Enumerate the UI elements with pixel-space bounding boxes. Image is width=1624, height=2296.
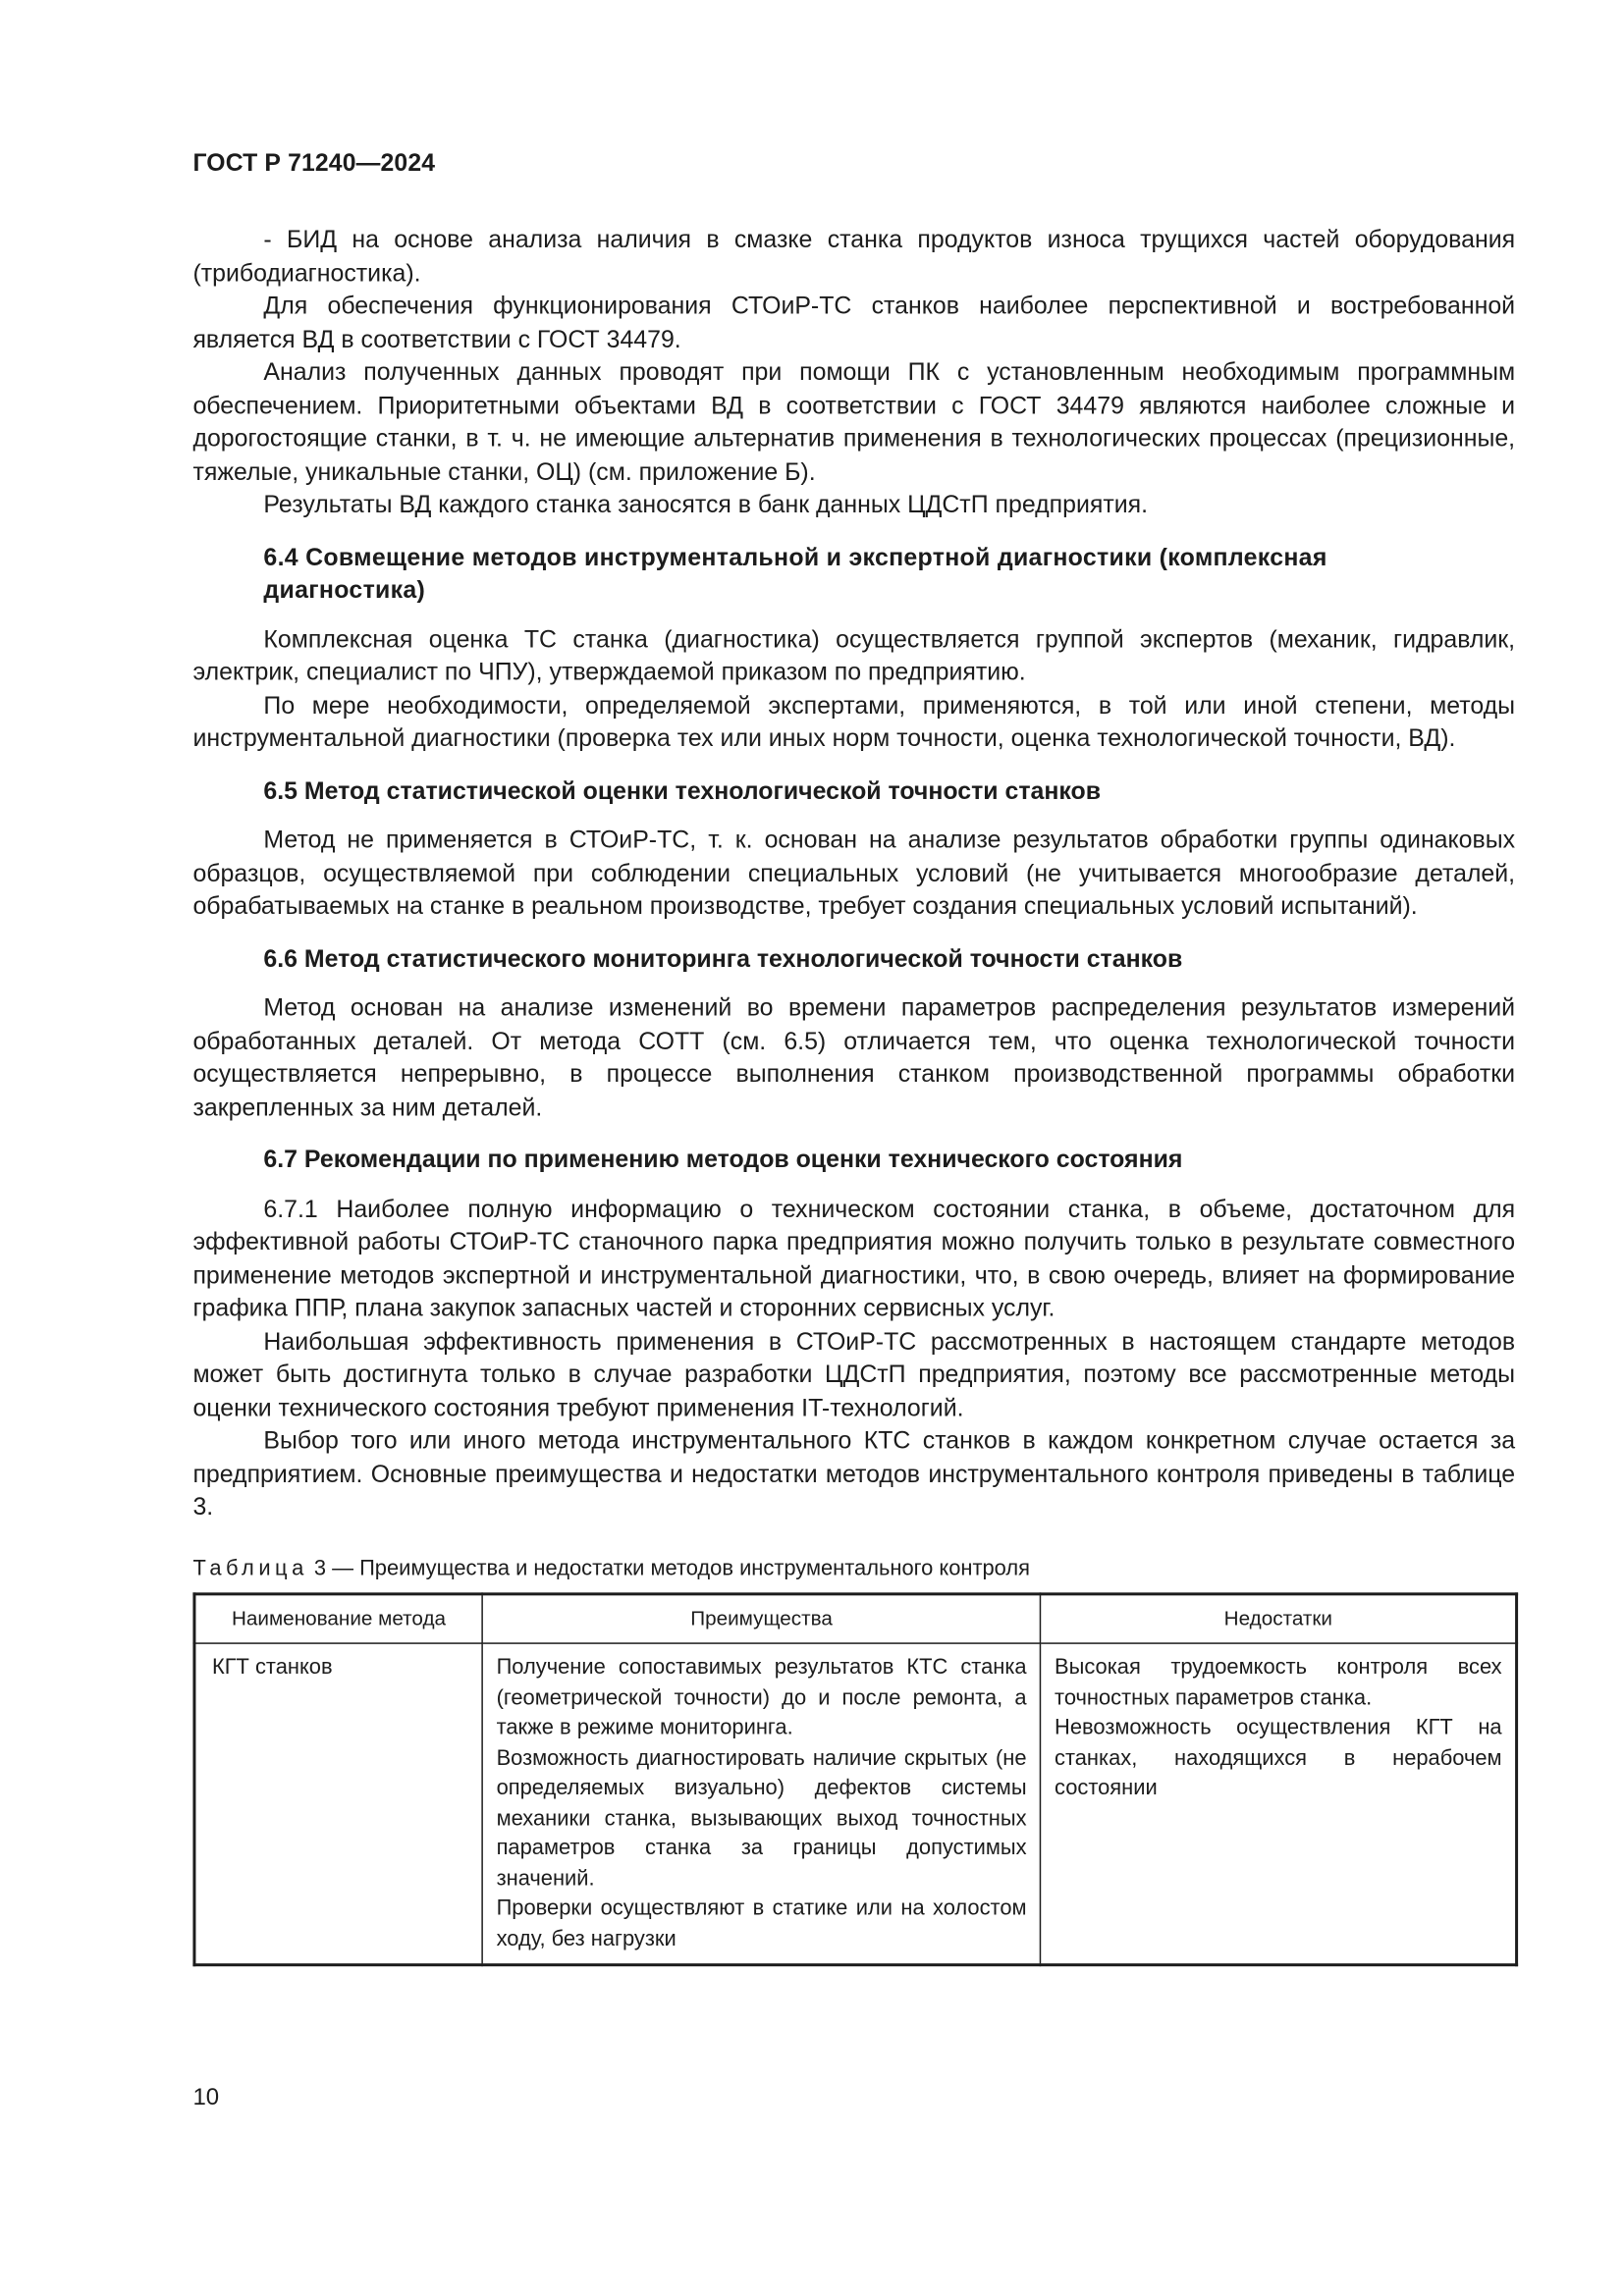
column-header-method: Наименование метода xyxy=(194,1594,482,1643)
paragraph: 6.7.1 Наиболее полную информацию о техническом состоянии станка, в объеме, достаточном для эффективной работы СТОиР-ТС станочного парка предприятия можно получить только в результате совместного применение методов экспертной и инструментальной диагностики, что, в свою очередь, влияет на формирование графика ППР, плана закупок запасных частей и сторонних сервисных услуг. xyxy=(192,1194,1516,1322)
page-number: 10 xyxy=(192,2085,220,2111)
paragraph: Анализ полученных данных проводят при помощи ПК с установленным необходимым программным обеспечением. Приоритетными объектами ВД в соответствии с ГОСТ 34479 являются наиболее сложные и дорогостоящие станки, в т. ч. не имеющие альтернатив применения в технологических процессах (прецизионные, тяжелые, уникальные станки, ОЦ) (см. приложение Б). xyxy=(192,357,1516,486)
column-header-disadvantages: Недостатки xyxy=(1041,1594,1517,1643)
section-heading-6-7: 6.7 Рекомендации по применению методов оценки технического состояния xyxy=(263,1145,1183,1174)
page-content xyxy=(192,224,1515,1966)
cell-advantages xyxy=(482,1643,1040,1965)
cell-text: Возможность диагностировать наличие скрытых (не определяемых визуально) дефектов системы механики станка, вызывающих выход точностных параметров станка за границы допустимых значений. xyxy=(496,1746,1027,1891)
cell-text: Получение сопоставимых результатов КТС станка (геометрической точности) до и после ремонта, а также в режиме мониторинга. xyxy=(496,1655,1027,1740)
paragraph: Комплексная оценка ТС станка (диагностика) осуществляется группой экспертов (механик, гидравлик, электрик, специалист по ЧПУ), утверждаемой приказом по предприятию. xyxy=(192,624,1516,686)
section-heading-6-4 xyxy=(192,541,1515,607)
document-header: ГОСТ Р 71240—2024 xyxy=(192,149,436,177)
paragraph: Результаты ВД каждого станка заносятся в банк данных ЦДСтП предприятия. xyxy=(263,490,1149,518)
paragraph: - БИД на основе анализа наличия в смазке станка продуктов износа трущихся частей оборудования (трибодиагностика). xyxy=(192,225,1516,287)
cell-text: Проверки осуществляют в статике или на холостом ходу, без нагрузки xyxy=(496,1896,1027,1951)
paragraph: Метод не применяется в СТОиР-ТС, т. к. основан на анализе результатов обработки группы одинаковых образцов, осуществляемой при соблюдении специальных условий (не учитывается многообразие деталей, обрабатываемых на станке в реальном производстве, требует создания специальных условий испытаний). xyxy=(192,826,1516,921)
heading-line: 6.4 Совмещение методов инструментальной и экспертной диагностики (комплексная xyxy=(263,542,1327,571)
paragraph: Наибольшая эффективность применения в СТОиР-ТС рассмотренных в настоящем стандарте методов может быть достигнута только в случае разработки ЦДСтП предприятия, поэтому все рассмотренные методы оценки технического состояния требуют применения IT-технологий. xyxy=(192,1326,1516,1421)
paragraph: Метод основан на анализе изменений во времени параметров распределения результатов измерений обработанных деталей. От метода СОТТ (см. 6.5) отличается тем, что оценка технологической точности осуществляется непрерывно, в процессе выполнения станком производственной программы обработки закрепленных за ним деталей. xyxy=(192,993,1516,1121)
table-header-row xyxy=(194,1594,1517,1643)
column-header-advantages: Преимущества xyxy=(482,1594,1040,1643)
paragraph: По мере необходимости, определяемой экспертами, применяются, в той или иной степени, методы инструментальной диагностики (проверка тех или иных норм точности, оценка технологической точности, ВД). xyxy=(192,690,1516,753)
paragraph: Выбор того или иного метода инструментального КТС станков в каждом конкретном случае остается за предприятием. Основные преимущества и недостатки методов инструментального контроля приведены в таблице 3. xyxy=(192,1425,1516,1521)
cell-text: Высокая трудоемкость контроля всех точностных параметров станка. xyxy=(1055,1655,1502,1710)
table-caption-text: 3 — Преимущества и недостатки методов инструментального контроля xyxy=(307,1556,1030,1580)
cell-disadvantages xyxy=(1041,1643,1517,1965)
cell-method: КГТ станков xyxy=(194,1643,482,1965)
cell-text: Невозможность осуществления КГТ на станках, находящихся в нерабочем состоянии xyxy=(1055,1716,1502,1800)
table-row xyxy=(194,1643,1517,1965)
methods-table xyxy=(192,1592,1518,1966)
table-caption-label: Таблица xyxy=(192,1556,308,1580)
table-caption xyxy=(192,1552,1515,1585)
section-heading-6-6: 6.6 Метод статистического мониторинга технологической точности станков xyxy=(263,943,1183,973)
heading-line: диагностика) xyxy=(263,575,426,604)
section-heading-6-5: 6.5 Метод статистической оценки технологической точности станков xyxy=(263,775,1102,805)
paragraph: Для обеспечения функционирования СТОиР-ТС станков наиболее перспективной и востребованной является ВД в соответствии с ГОСТ 34479. xyxy=(192,291,1516,353)
